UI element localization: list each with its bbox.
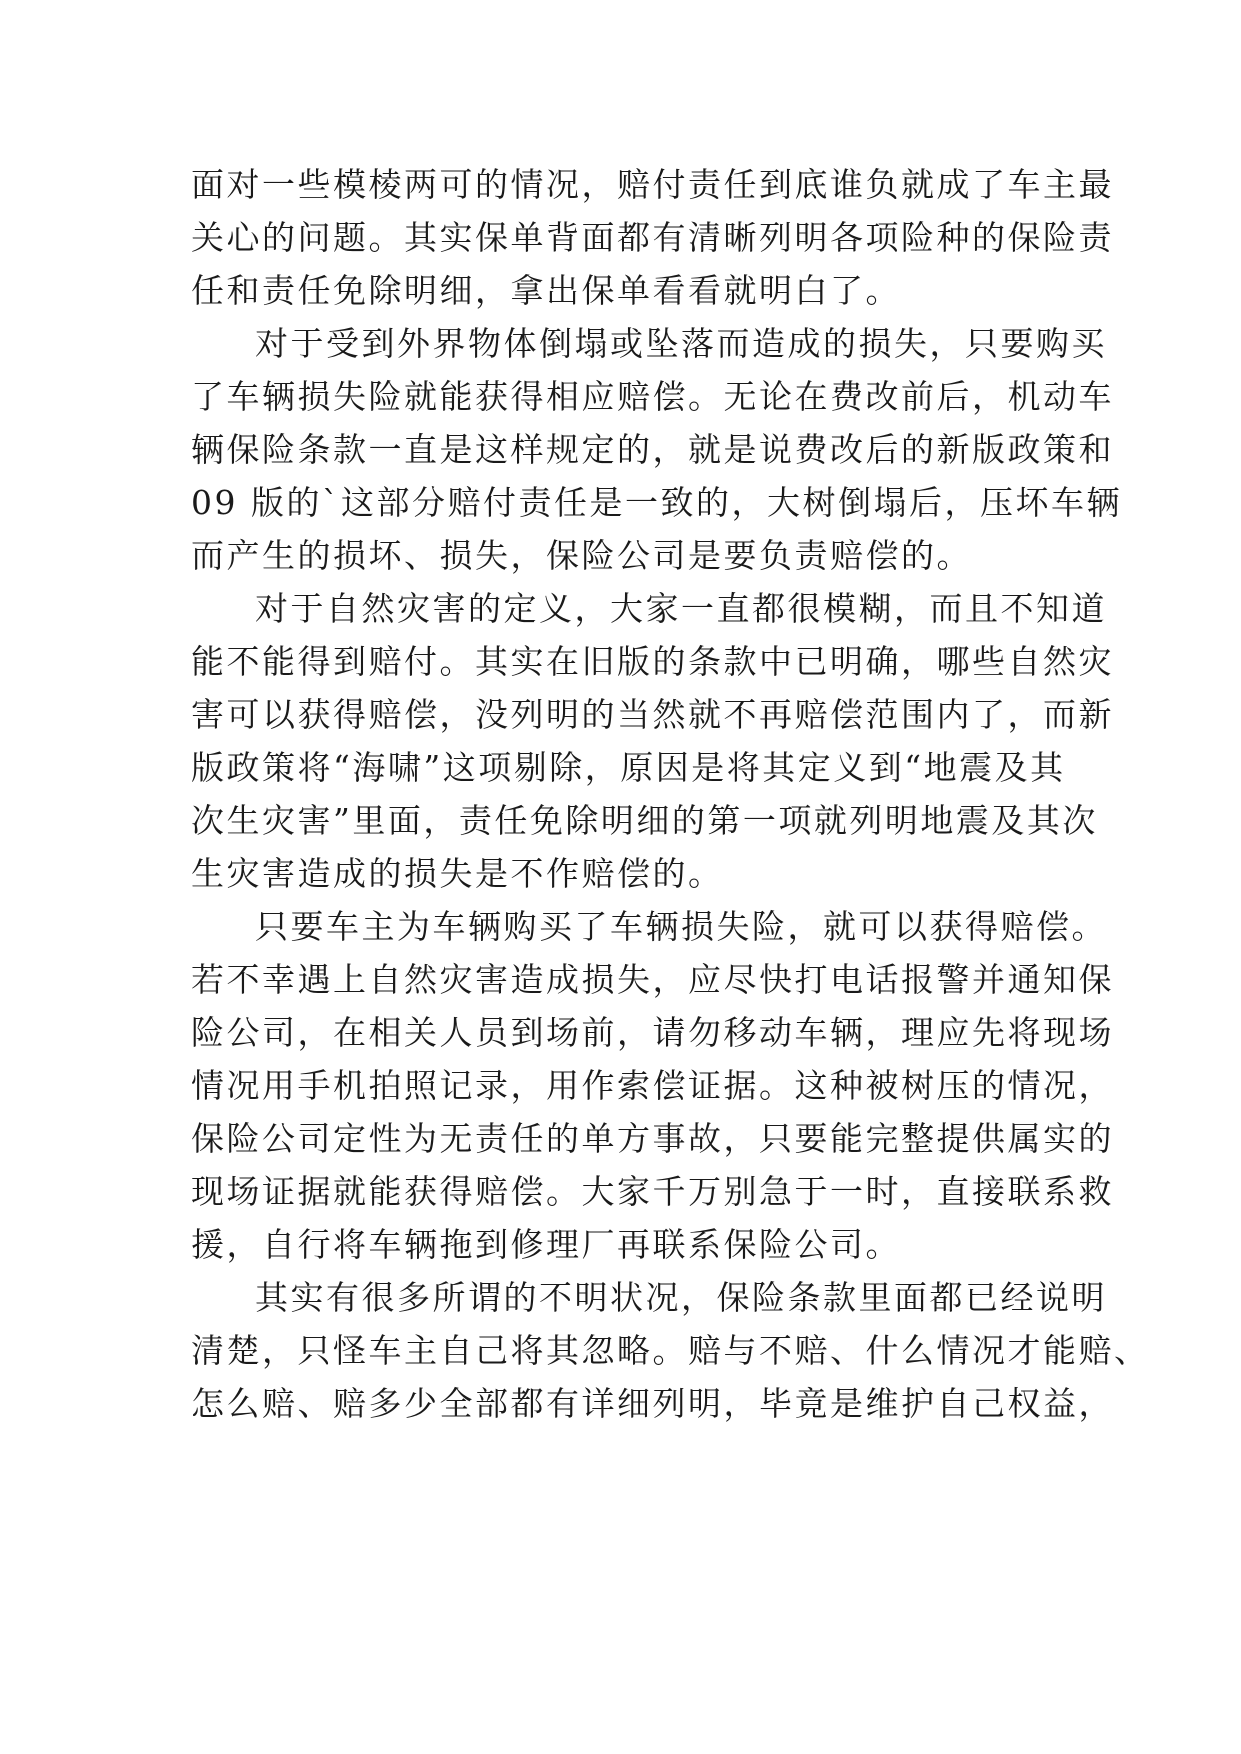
text-line: 害可以获得赔偿，没列明的当然就不再赔偿范围内了，而新 [191, 695, 1114, 734]
text-line: 任和责任免除明细，拿出保单看看就明白了。 [191, 271, 901, 310]
text-line: 版政策将“海啸”这项剔除，原因是将其定义到“地震及其 [191, 748, 1066, 787]
text-line: 而产生的损坏、损失，保险公司是要负责赔偿的。 [191, 536, 972, 575]
text-line: 保险公司定性为无责任的单方事故，只要能完整提供属实的 [191, 1119, 1114, 1158]
text-line: 了车辆损失险就能获得相应赔偿。无论在费改前后，机动车 [191, 377, 1114, 416]
paragraph-first-line: 对于受到外界物体倒塌或坠落而造成的损失，只要购买 [255, 324, 1107, 363]
text-line: 辆保险条款一直是这样规定的，就是说费改后的新版政策和 [191, 430, 1114, 469]
text-line: 面对一些模棱两可的情况，赔付责任到底谁负就成了车主最 [191, 165, 1114, 204]
text-line: 生灾害造成的损失是不作赔偿的。 [191, 854, 724, 893]
text-line: 关心的问题。其实保单背面都有清晰列明各项险种的保险责 [191, 218, 1114, 257]
text-line: 若不幸遇上自然灾害造成损失，应尽快打电话报警并通知保 [191, 960, 1114, 999]
text-line: 09 版的`这部分赔付责任是一致的，大树倒塌后，压坏车辆 [191, 483, 1122, 522]
text-line: 援，自行将车辆拖到修理厂再联系保险公司。 [191, 1225, 901, 1264]
text-line: 现场证据就能获得赔偿。大家千万别急于一时，直接联系救 [191, 1172, 1114, 1211]
paragraph-first-line: 只要车主为车辆购买了车辆损失险，就可以获得赔偿。 [255, 907, 1107, 946]
text-line: 怎么赔、赔多少全部都有详细列明，毕竟是维护自己权益， [191, 1384, 1114, 1423]
text-line: 情况用手机拍照记录，用作索偿证据。这种被树压的情况， [191, 1066, 1114, 1105]
document-body [191, 158, 1150, 1430]
text-line: 险公司，在相关人员到场前，请勿移动车辆，理应先将现场 [191, 1013, 1114, 1052]
paragraph-first-line: 其实有很多所谓的不明状况，保险条款里面都已经说明 [255, 1278, 1107, 1317]
paragraph-first-line: 对于自然灾害的定义，大家一直都很模糊，而且不知道 [255, 589, 1107, 628]
text-line: 清楚，只怪车主自己将其忽略。赔与不赔、什么情况才能赔、 [191, 1331, 1150, 1370]
text-line: 能不能得到赔付。其实在旧版的条款中已明确，哪些自然灾 [191, 642, 1114, 681]
text-line: 次生灾害”里面，责任免除明细的第一项就列明地震及其次 [191, 801, 1098, 840]
